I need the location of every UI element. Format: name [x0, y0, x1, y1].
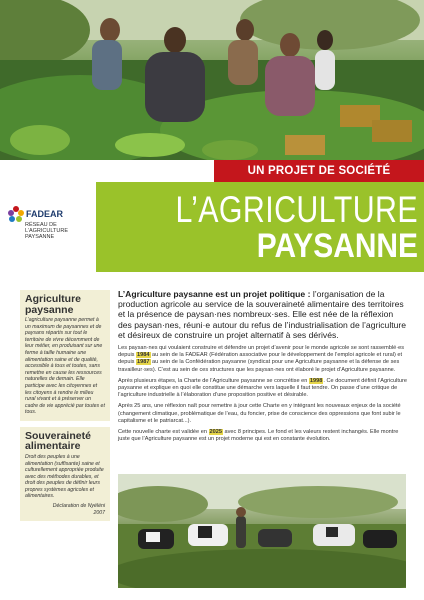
definition-box-agriculture [20, 290, 110, 421]
main-text [118, 289, 408, 447]
logo-name: FADEAR [26, 209, 64, 219]
paragraph-2 [118, 378, 408, 400]
box-title: Agriculture paysanne [25, 293, 82, 316]
bottom-photo [118, 474, 406, 588]
definition-box-souverainete [20, 427, 110, 521]
p1-text-a: Les paysan·nes qui voulaient construire et défendre un projet d’avenir pour le monde agricole se sont rassemblé·es depuis [118, 345, 405, 359]
year-highlight: 2025 [209, 429, 222, 436]
tagline-banner: UN PROJET DE SOCIÉTÉ [214, 160, 424, 182]
p4-text-a: Cette nouvelle charte est validée en [118, 429, 209, 436]
farm-workers-photo [0, 0, 424, 160]
cows-pasture-photo [118, 474, 406, 588]
sidebar [20, 290, 110, 527]
logo-sub-3: PAYSANNE [25, 234, 55, 240]
paragraph-1 [118, 345, 408, 374]
lead-paragraph [118, 289, 408, 340]
box-title: Souveraineté alimentaire [25, 429, 91, 453]
paragraph-4 [118, 429, 408, 443]
p1-text-c: au sein de la Confédération paysanne (syndicat pour une Agriculture paysanne et la défense de ses travailleur·ses). C’est au sein de ces structures que les paysan·nes ont élaboré le projet d’Agriculture paysanne. [118, 359, 400, 373]
box-source-year: 2007 [93, 509, 105, 516]
title-line-1: L’AGRICULTURE [175, 189, 418, 230]
box-source: Déclaration de Nyéléni [52, 503, 105, 510]
year-highlight: 1984 [137, 352, 150, 359]
box-text: L’agriculture paysanne permet à un maximum de paysannes et de paysans répartis sur tout le territoire de vivre décemment de leur métier, en produisant sur une ferme à taille humaine une alimentation saine et de qualité, accessible à tous et toutes, sans remettre en cause les ressources naturelles de demain. Elle participe avec les citoyennes et les citoyens à rendre le milieu rural vivant et à préserver un cadre de vie apprécié par toutes et tous. [25, 317, 105, 416]
fadear-logo [8, 206, 88, 240]
box-text: Droit des peuples à une alimentation (suffisante) saine et culturellement appropriée produite avec des méthodes durables, et droit des peuples de définir leurs propres systèmes agricoles et alimentaires. [25, 453, 104, 500]
p2-text-a: Après plusieurs étapes, la Charte de l’Agriculture paysanne se concrétise en [118, 377, 309, 384]
p2-text-b: . Ce document définit l’Agriculture paysanne et explique en quoi elle constitue une démarche vers laquelle il faut tendre. On passe d’une critique de l’agriculture industrielle à l’élaboration d’une proposition positive et désirable. [118, 377, 408, 399]
title-line-2: PAYSANNE [256, 227, 418, 265]
paragraph-3: Après 25 ans, une réflexion naît pour remettre à jour cette Charte en y intégrant les nouveaux enjeux de la société (changement climatique, problématique de l’eau, du foncier, prise de conscience des oppressions que font subir le capitalisme et le patriarcat...). [118, 403, 401, 424]
lead-rest: l’organisation de la production agricole au service de la souveraineté alimentaire des territoires et la présence de paysan·nes nombreux·ses. Elle est née de la réflexion des paysan·nes, réuni·e autour du refus de l’industrialisation de l’agriculture et désireux de construire un projet alternatif à ses dérivés. [118, 289, 407, 340]
lead-bold: L’Agriculture paysanne est un projet politique : [118, 289, 311, 299]
logo-sub-1: RÉSEAU DE [25, 222, 57, 228]
p4-text-b: avec 8 principes. Le fond et les valeurs restent inchangés. Elle montre juste que l’Agriculture paysanne est un projet moderne qui est en constante évolution. [118, 429, 399, 443]
logo-sub-2: L’AGRICULTURE [25, 228, 68, 234]
year-highlight: 1998 [309, 377, 323, 384]
p1-text-b: au sein de la FADEAR (Fédération associative pour le développement de l’emploi agricole et rural) et depuis [118, 352, 403, 366]
year-highlight: 1987 [137, 359, 150, 366]
flower-logo-icon [8, 206, 24, 222]
hero-photo [0, 0, 424, 160]
